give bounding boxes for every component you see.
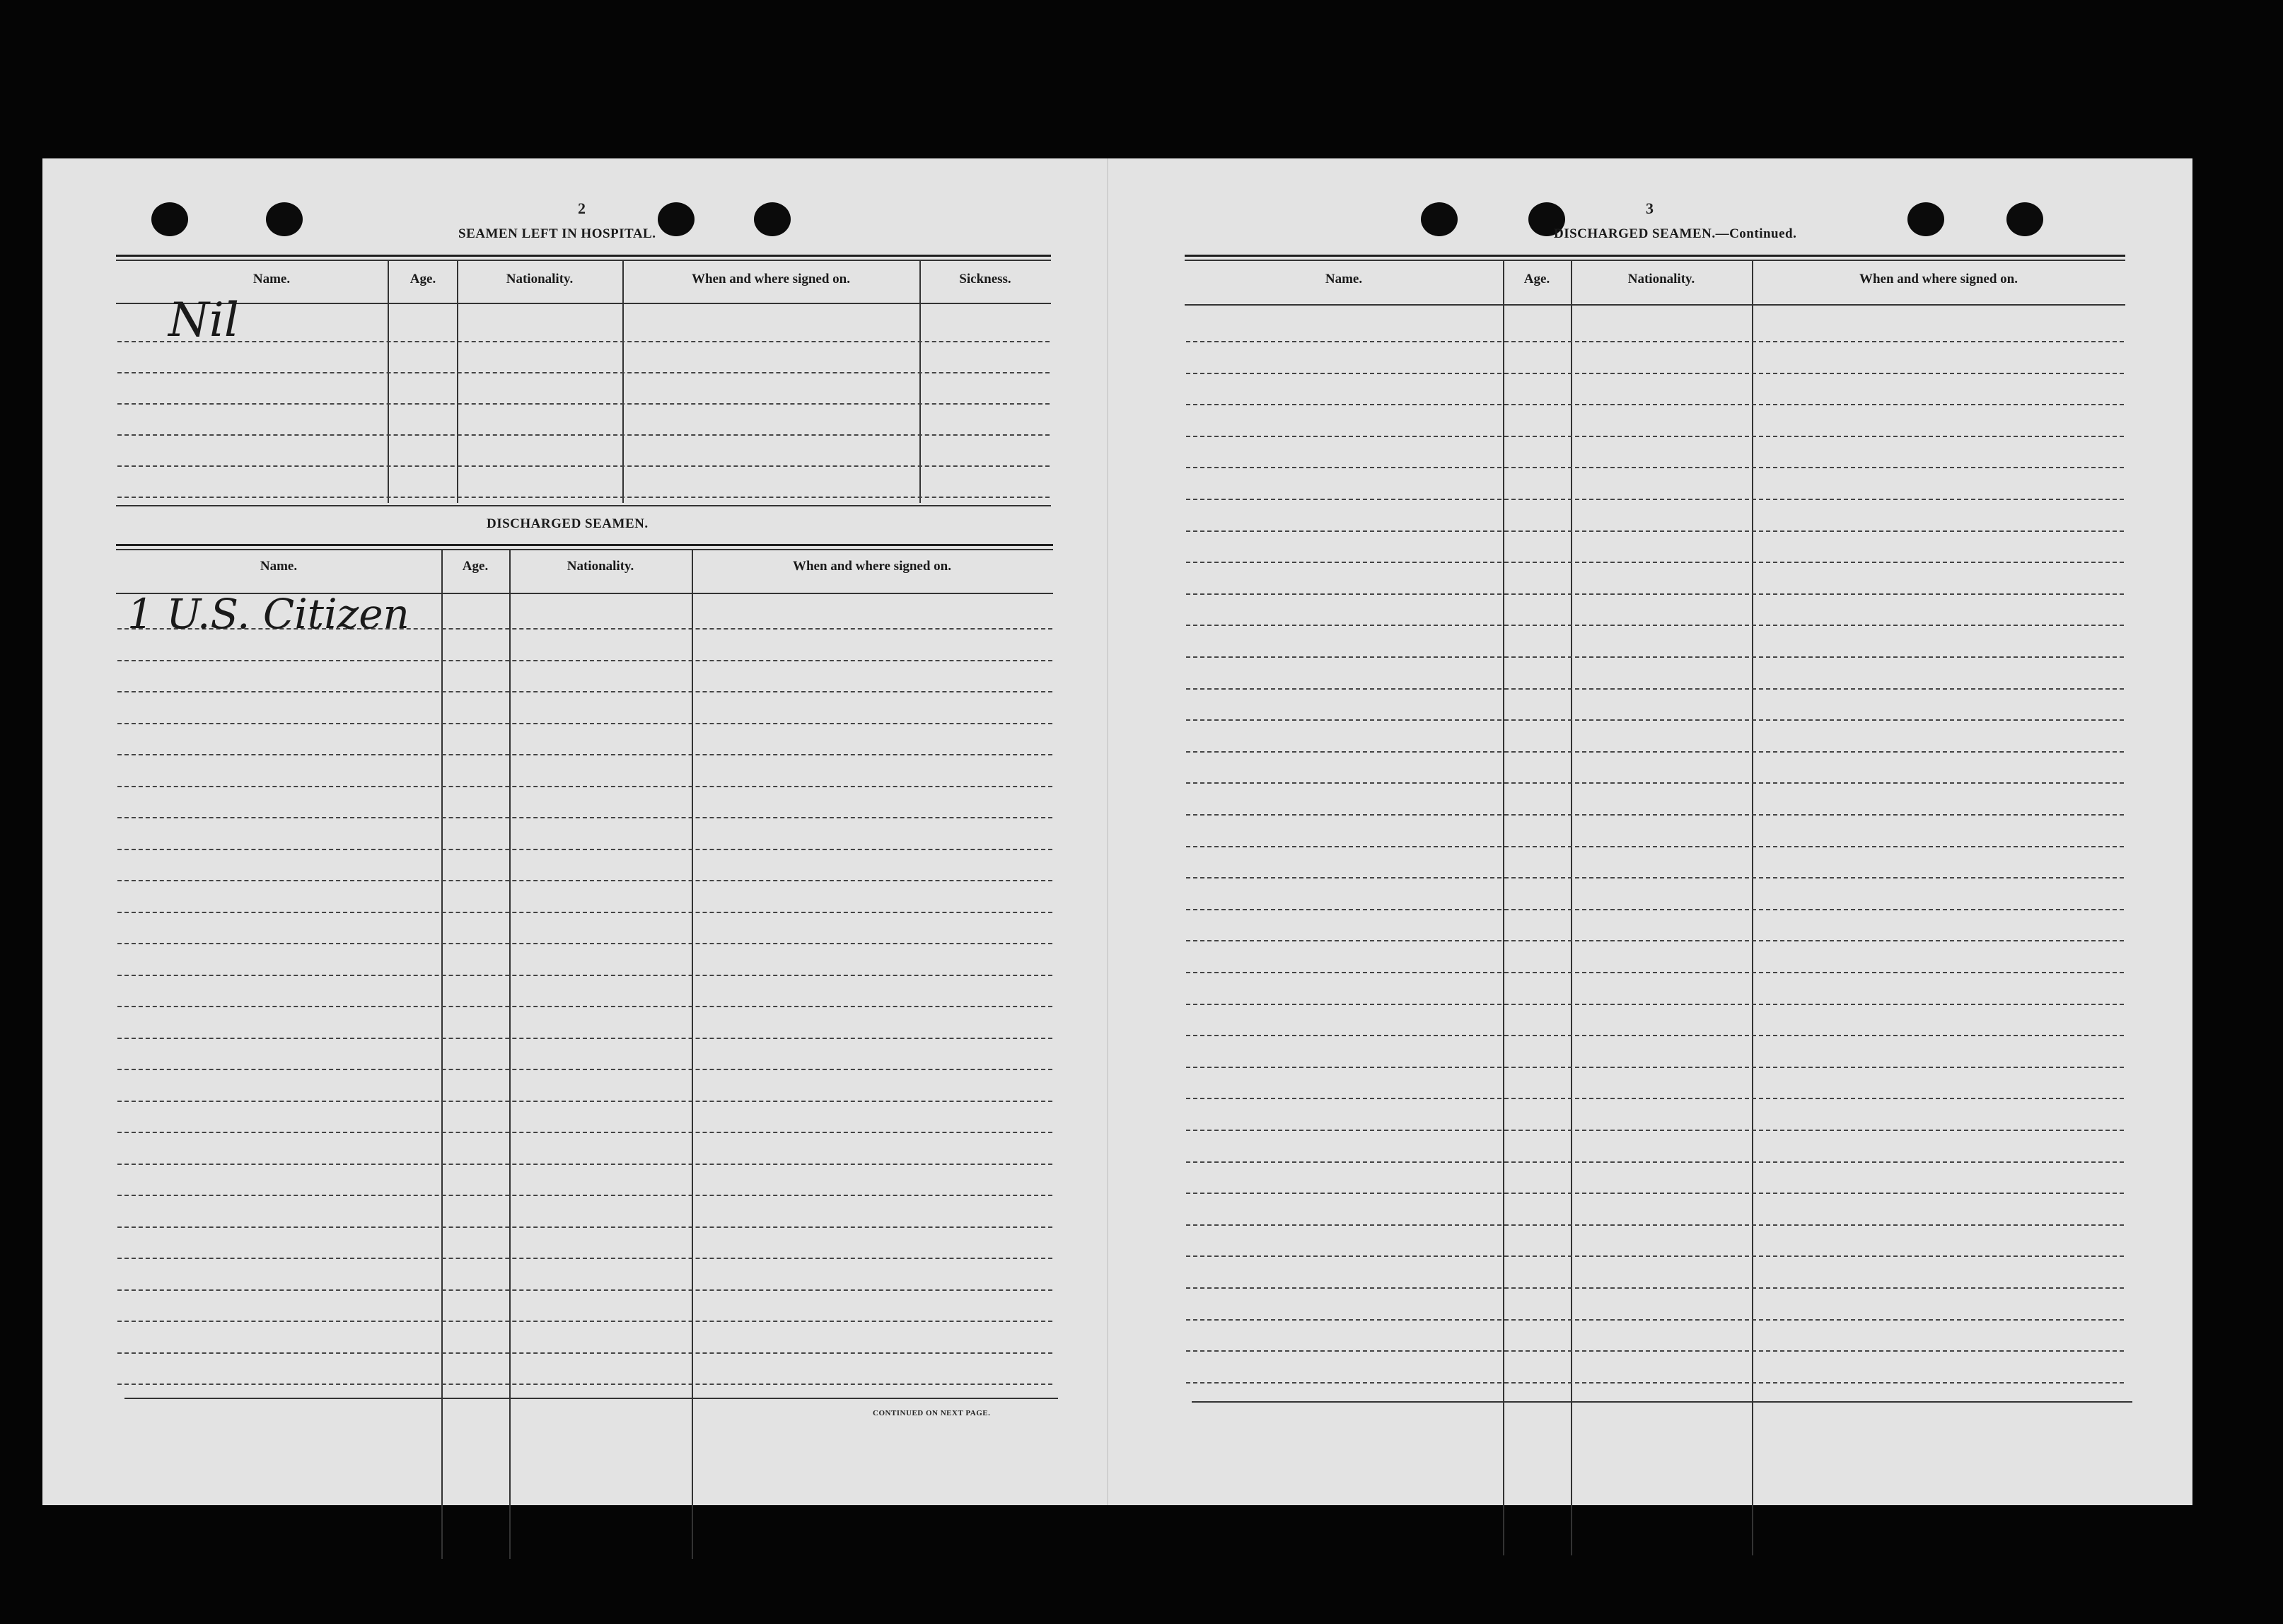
punch-hole [2006,202,2043,236]
entry-line [117,660,1052,661]
entry-line [1186,1224,2124,1226]
punch-hole [754,202,791,236]
entry-line [117,341,1050,342]
page-number: 2 [578,199,586,217]
entry-line [1186,782,2124,784]
entry-line [1186,1130,2124,1131]
header-underline [1185,304,2125,306]
table-top-rule [116,549,1053,550]
entry-line [1186,1004,2124,1005]
punch-hole [1421,202,1458,236]
entry-line [117,1384,1052,1385]
entry-line [117,691,1052,692]
entry-line [117,817,1052,818]
entry-line [117,1006,1052,1007]
entry-line [117,1195,1052,1196]
entry-line [117,849,1052,850]
entry-line [1186,593,2124,595]
punch-hole [1907,202,1944,236]
col-header-name: Name. [1325,272,1363,286]
entry-line [117,912,1052,913]
entry-line [1186,467,2124,468]
punch-hole [266,202,303,236]
entry-line [1186,562,2124,563]
entry-line [1186,1161,2124,1163]
entry-line [1186,909,2124,910]
entry-line [1186,751,2124,753]
page-number: 3 [1646,199,1654,217]
entry-line [117,372,1050,373]
entry-line [1186,436,2124,437]
entry-line [117,403,1050,405]
entry-line [117,880,1052,881]
document-sheet [42,158,2192,1505]
entry-line [117,1289,1052,1291]
handwritten-nil: Nil [168,293,239,347]
entry-line [1186,499,2124,500]
entry-line [1186,1255,2124,1257]
entry-line [117,943,1052,944]
entry-line [117,1321,1052,1322]
entry-line [117,975,1052,976]
entry-line [117,1069,1052,1070]
section-rule [116,505,1051,506]
entry-line [1186,656,2124,658]
continued-footer: CONTINUED ON NEXT PAGE. [873,1409,991,1417]
entry-line [117,497,1050,498]
column-divider [441,550,443,1559]
table-top-rule [116,255,1051,257]
col-header-nationality: Nationality. [506,272,574,286]
entry-line [1186,373,2124,374]
entry-line [117,1352,1052,1354]
entry-line [1186,530,2124,532]
entry-line [1186,341,2124,342]
col-header-name: Name. [252,272,291,286]
table-top-rule [1185,260,2125,261]
col-header-signed-on: When and where signed on. [1859,272,2018,286]
col-header-age: Age. [409,272,436,286]
handwritten-us-citizen: 1 U.S. Citizen [127,590,409,638]
entry-line [1186,846,2124,847]
col-header-nationality: Nationality. [567,559,634,574]
entry-line [117,1101,1052,1102]
column-divider [692,550,693,1559]
table-top-rule [116,260,1051,261]
entry-line [1186,1350,2124,1352]
col-header-age: Age. [1523,272,1550,286]
entry-line [1186,1067,2124,1068]
table-top-rule [1185,255,2125,257]
punch-hole [658,202,695,236]
entry-line [1186,625,2124,626]
col-header-signed-on: When and where signed on. [792,559,951,574]
entry-line [1186,688,2124,690]
entry-line [117,786,1052,787]
entry-line [117,1164,1052,1165]
entry-line [117,434,1050,436]
entry-line [1186,1382,2124,1384]
discharged-section-title: DISCHARGED SEAMEN. [487,516,649,531]
entry-line [117,1258,1052,1259]
col-header-age: Age. [462,559,489,574]
entry-line [1186,1098,2124,1099]
col-header-sickness: Sickness. [959,272,1011,286]
entry-line [1186,1035,2124,1036]
table-bottom-rule [124,1398,1058,1399]
entry-line [1186,719,2124,721]
left-page [42,158,1107,1505]
entry-line [1186,814,2124,816]
entry-line [1186,1319,2124,1321]
entry-line [1186,877,2124,878]
table-top-rule [116,544,1053,546]
punch-hole [151,202,188,236]
entry-line [1186,1193,2124,1194]
col-header-nationality: Nationality. [1627,272,1695,286]
entry-line [117,1038,1052,1039]
entry-line [1186,404,2124,405]
col-header-signed-on: When and where signed on. [691,272,850,286]
entry-line [1186,1287,2124,1289]
column-divider [509,550,511,1559]
hospital-section-title: SEAMEN LEFT IN HOSPITAL. [458,226,656,241]
entry-line [117,723,1052,724]
entry-line [1186,972,2124,973]
header-underline [116,303,1051,304]
entry-line [117,1226,1052,1228]
entry-line [117,754,1052,755]
table-bottom-rule [1192,1401,2132,1403]
entry-line [117,1132,1052,1133]
col-header-name: Name. [260,559,298,574]
entry-line [1186,940,2124,941]
discharged-continued-title: DISCHARGED SEAMEN.—Continued. [1554,226,1797,241]
entry-line [117,465,1050,467]
right-page [1107,158,2192,1505]
